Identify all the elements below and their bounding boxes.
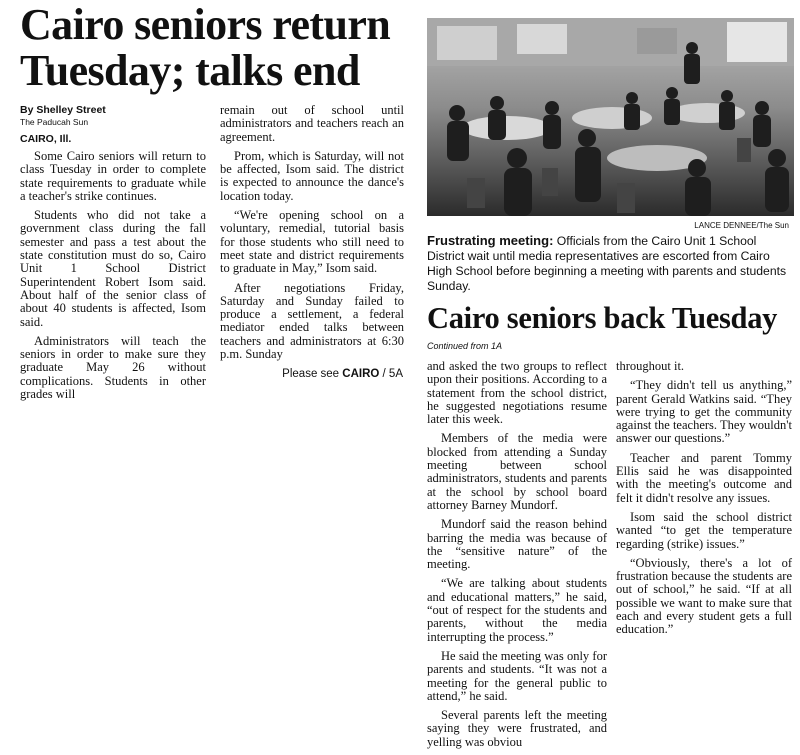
jump-page: / 5A	[379, 368, 403, 380]
paragraph: Members of the media were blocked from attending a Sunday meeting between school administrators, students and parents at the school by school board attorney Barney Mundorf.	[427, 431, 607, 512]
paragraph: Several parents left the meeting saying they were frustrated, and yelling was obviou	[427, 708, 607, 749]
photo-caption	[427, 233, 792, 294]
paragraph: Teacher and parent Tommy Ellis said he was disappointed with the meeting's outcome and felt it didn't resolve any issues.	[616, 450, 792, 505]
jump-word: CAIRO	[342, 368, 380, 380]
byline: By Shelley Street	[20, 104, 106, 116]
paragraph: “They didn't tell us anything,” parent Gerald Watkins said. “They were trying to get the community against the teachers. They wouldn't answer our questions.”	[616, 378, 792, 446]
paragraph: Students who did not take a government class during the fall semester and pass a test about the state constitution must do so, Cairo Unit 1 School District Superintendent Robert Isom said. About half of the senior class of about 40 students is affected, Isom said.	[20, 208, 206, 329]
paragraph: “We're opening school on a voluntary, remedial, tutorial basis for those students who still need to meet state and district requirements to graduate in May,” Isom said.	[220, 208, 404, 276]
paragraph: Isom said the school district wanted “to get the temperature regarding (strike) issues.”	[616, 509, 792, 551]
article-column-3	[427, 360, 607, 755]
paragraph: Administrators will teach the seniors in order to make sure they graduate May 26 without complications. Students in other grades will	[20, 333, 206, 402]
paragraph: Mundorf said the reason behind barring the media was because of the “sensitive nature” of the meeting.	[427, 517, 607, 572]
paragraph: “Obviously, there's a lot of frustration because the students are out of school,” he said. “If at all possible we want to make sure that each and every student gets a full education.”	[616, 555, 792, 637]
article-column-4	[616, 360, 792, 643]
jump-headline: Cairo seniors back Tuesday	[427, 301, 778, 335]
article-headline: Cairo seniors return Tuesday; talks end	[20, 0, 391, 95]
meeting-photo	[427, 18, 794, 216]
continued-from: Continued from 1A	[427, 341, 503, 351]
jump-prefix: Please see	[282, 368, 343, 380]
byline-source: The Paducah Sun	[20, 117, 89, 127]
jump-line	[268, 368, 403, 380]
caption-lead: Frustrating meeting:	[427, 233, 554, 248]
paragraph: Some Cairo seniors will return to class Tuesday in order to complete state requirements to graduate while a teacher's strike continues.	[20, 149, 206, 203]
caption-text: Officials from the Cairo Unit 1 School District wait until media representatives are escorted from Cairo High School before beginning a meeting with parents and students Sunday.	[427, 234, 787, 293]
paragraph: After negotiations Friday, Saturday and Sunday failed to produce a settlement, a federal mediator ended talks between teachers and administrators at 6:30 p.m. Sunday	[220, 280, 404, 362]
paragraph: remain out of school until administrators and teachers reach an agreement.	[220, 103, 404, 144]
paragraph: He said the meeting was only for parents and students. “It was not a meeting for the general public to attend,” he said.	[427, 648, 607, 703]
paragraph: “We are talking about students and educational matters,” he said, “out of respect for the students and parents, without the media interrupting the process.”	[427, 576, 607, 644]
article-column-1	[20, 150, 206, 407]
photo-credit: LANCE DENNEE/The Sun	[694, 221, 789, 230]
meeting-photo-graphic	[427, 18, 794, 216]
article-column-2	[220, 104, 404, 367]
dateline: CAIRO, Ill.	[20, 133, 72, 145]
paragraph: throughout it.	[616, 359, 685, 373]
paragraph: and asked the two groups to reflect upon their positions. According to a statement from the school district, he suggested negotiations resume later this week.	[427, 359, 607, 427]
paragraph: Prom, which is Saturday, will not be affected, Isom said. The district is expected to announce the dance's location today.	[220, 148, 404, 203]
